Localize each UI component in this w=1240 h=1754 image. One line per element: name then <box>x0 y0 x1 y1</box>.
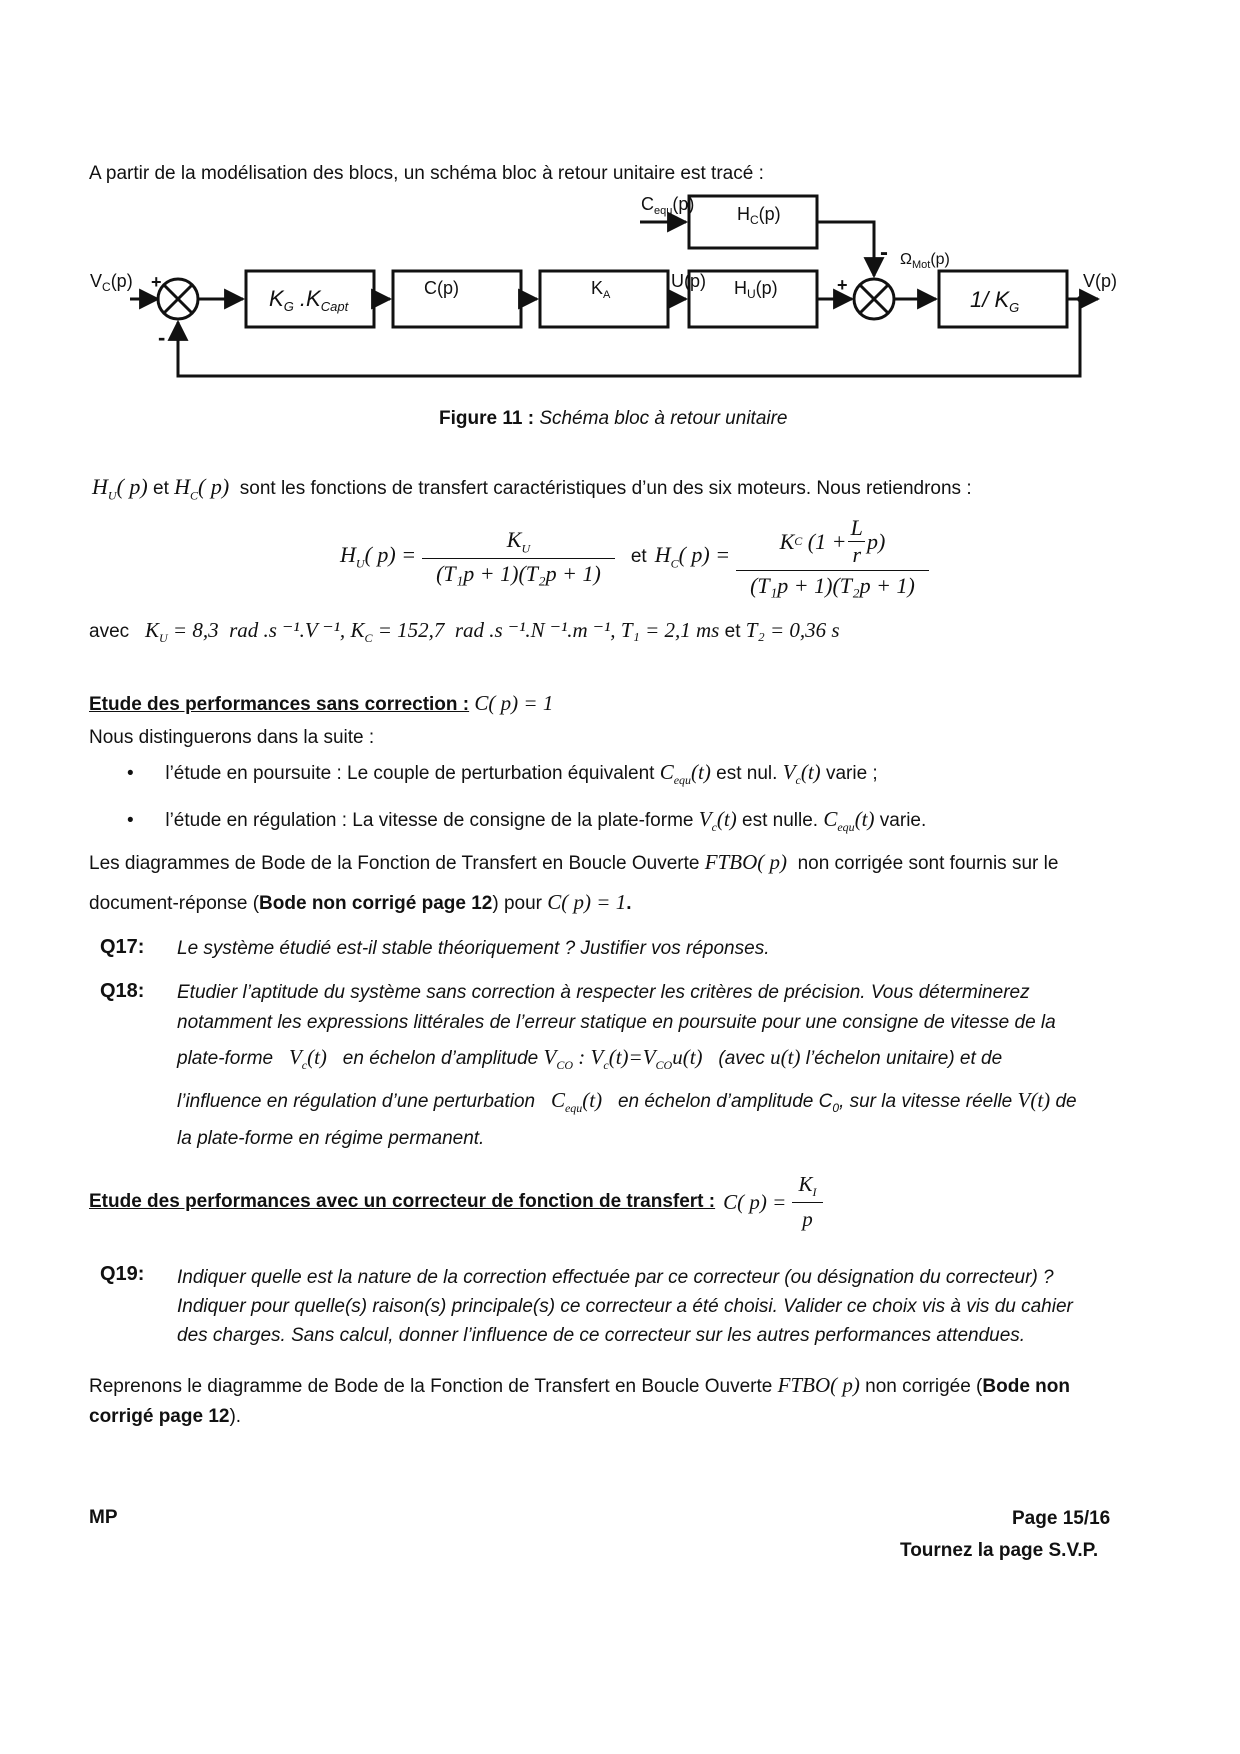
question-text-q19-l2: Indiquer pour quelle(s) raison(s) principale(s) ce correcteur a été choisi. Valider ce choix vis à vis du cahier <box>177 1296 1073 1317</box>
omega-label: $\Omega_{Mot}(p)$ <box>900 251 950 271</box>
question-text-q18-l1: Etudier l’aptitude du système sans correction à respecter les critères de précision. Vous déterminerez <box>177 982 1030 1003</box>
question-label-q19: Q19: <box>100 1263 145 1285</box>
hu-formula-lhs: $H_U$( p) = <box>340 542 417 571</box>
intro-text: A partir de la modélisation des blocs, un schéma bloc à retour unitaire est tracé : <box>89 163 764 184</box>
signal-u-label: U(p) <box>671 271 706 291</box>
hc-formula-lhs: $H_C$( p) = <box>654 542 731 571</box>
bode-paragraph-line2: document-réponse (Bode non corrigé page 12) pour C( p) = 1. <box>89 890 632 914</box>
question-label-q18: Q18: <box>100 980 145 1002</box>
input-label: $V_C(p)$ <box>90 271 133 294</box>
hu-fraction: $\frac{K_U}{\text{(T₁p + 1)(T₂p + 1)}}$ <box>422 527 615 587</box>
block-ka-label: $K_A$ <box>591 278 611 301</box>
question-label-q17: Q17: <box>100 936 145 958</box>
svg-text:-: - <box>880 239 888 266</box>
bullet-poursuite: • l’étude en poursuite : Le couple de perturbation équivalent $C_{equ}(t)$ est nul. $V_c(t)$ varie ; <box>127 760 878 788</box>
question-text-q18-l2: notamment les expressions littérales de l’erreur statique en poursuite pour une consigne de vitesse de la <box>177 1012 1056 1033</box>
cequ-label: $C_{equ}(p)$ <box>641 194 695 217</box>
bode-paragraph-line1: Les diagrammes de Bode de la Fonction de Transfert en Boucle Ouverte FTBO( p) non corrigée sont fournis sur le <box>89 850 1059 874</box>
svg-text:+: + <box>151 272 162 292</box>
svg-text:-: - <box>158 325 166 350</box>
block-kg-kcapt-label: $K_G$ $.K_{Capt}$ <box>269 286 349 314</box>
question-text-q18-l3: plate-forme $V_c(t)$ en échelon d’amplitude $V_{CO}$ : $V_c(t)=V_{CO}u(t)$ (avec u(t) l’échelon unitaire) et de <box>177 1045 1003 1073</box>
question-text-q18-l4: l’influence en régulation d’une perturbation $C_{equ}(t)$ en échelon d’amplitude $C_0$, sur la vitesse réelle V(t) de <box>177 1088 1077 1116</box>
transfer-intro: $H_U$( p) et $H_C$( p) sont les fonctions de transfert caractéristiques d’un des six moteurs. Nous retiendrons : <box>92 474 972 503</box>
block-diagram <box>80 188 1140 398</box>
question-text-q19-l3: des charges. Sans calcul, donner l’influence de ce correcteur sur les autres performances attendues. <box>177 1325 1026 1346</box>
footer-left: MP <box>89 1507 118 1528</box>
footer-turn-page: Tournez la page S.V.P. <box>900 1540 1099 1561</box>
distinguish-text: Nous distinguerons dans la suite : <box>89 727 375 748</box>
bullet-regulation: • l’étude en régulation : La vitesse de consigne de la plate-forme $V_c(t)$ est nulle. $C_{equ}(t)$ varie. <box>127 807 927 835</box>
section-heading-with-corrector: Etude des performances avec un correcteur de fonction de transfert : C( p) = $\frac{K_I}{p}$ <box>89 1172 823 1232</box>
question-text-q19-l1: Indiquer quelle est la nature de la correction effectuée par ce correcteur (ou désignation du correcteur) ? <box>177 1267 1054 1288</box>
hc-fraction: K C (1 + $\frac{L}{r}$ p) (T₁p + 1)(T₂p + 1) <box>736 515 929 599</box>
block-hu-label: $H_U(p)$ <box>734 278 778 301</box>
figure-caption: Figure 11 : Schéma bloc à retour unitaire <box>439 408 788 429</box>
output-label: V(p) <box>1083 271 1118 291</box>
block-hc-label: $H_C(p)$ <box>737 204 781 227</box>
svg-text:+: + <box>837 275 848 295</box>
constants-line: avec $K_U = 8,3$ rad .s ⁻¹.V ⁻¹, $K_C = 152,7$ rad .s ⁻¹.N ⁻¹.m ⁻¹, T₁ = 2,1 ms et T₂ = 0,36 s <box>89 618 840 646</box>
transfer-formulas: $H_U$( p) = $\frac{K_U}{\text{(T₁p + 1)(T₂p + 1)}}$ et $H_C$( p) = K C (1 + $\frac{L}{r}$ p) (T₁p + 1)(T₂p + 1) <box>340 515 929 599</box>
final-paragraph-line2: corrigé page 12). <box>89 1406 242 1427</box>
block-cp-label: C(p) <box>424 278 459 298</box>
question-text-q18-l5: la plate-forme en régime permanent. <box>177 1128 485 1149</box>
section-heading-no-correction: Etude des performances sans correction : C( p) = 1 <box>89 691 554 715</box>
final-paragraph-line1: Reprenons le diagramme de Bode de la Fonction de Transfert en Boucle Ouverte FTBO( p) non corrigée (Bode non <box>89 1373 1070 1397</box>
block-inv-kg-label: 1/ $K_G$ <box>970 287 1020 315</box>
footer-page-number: Page 15/16 <box>1012 1508 1111 1529</box>
question-text-q17: Le système étudié est-il stable théoriquement ? Justifier vos réponses. <box>177 938 770 959</box>
